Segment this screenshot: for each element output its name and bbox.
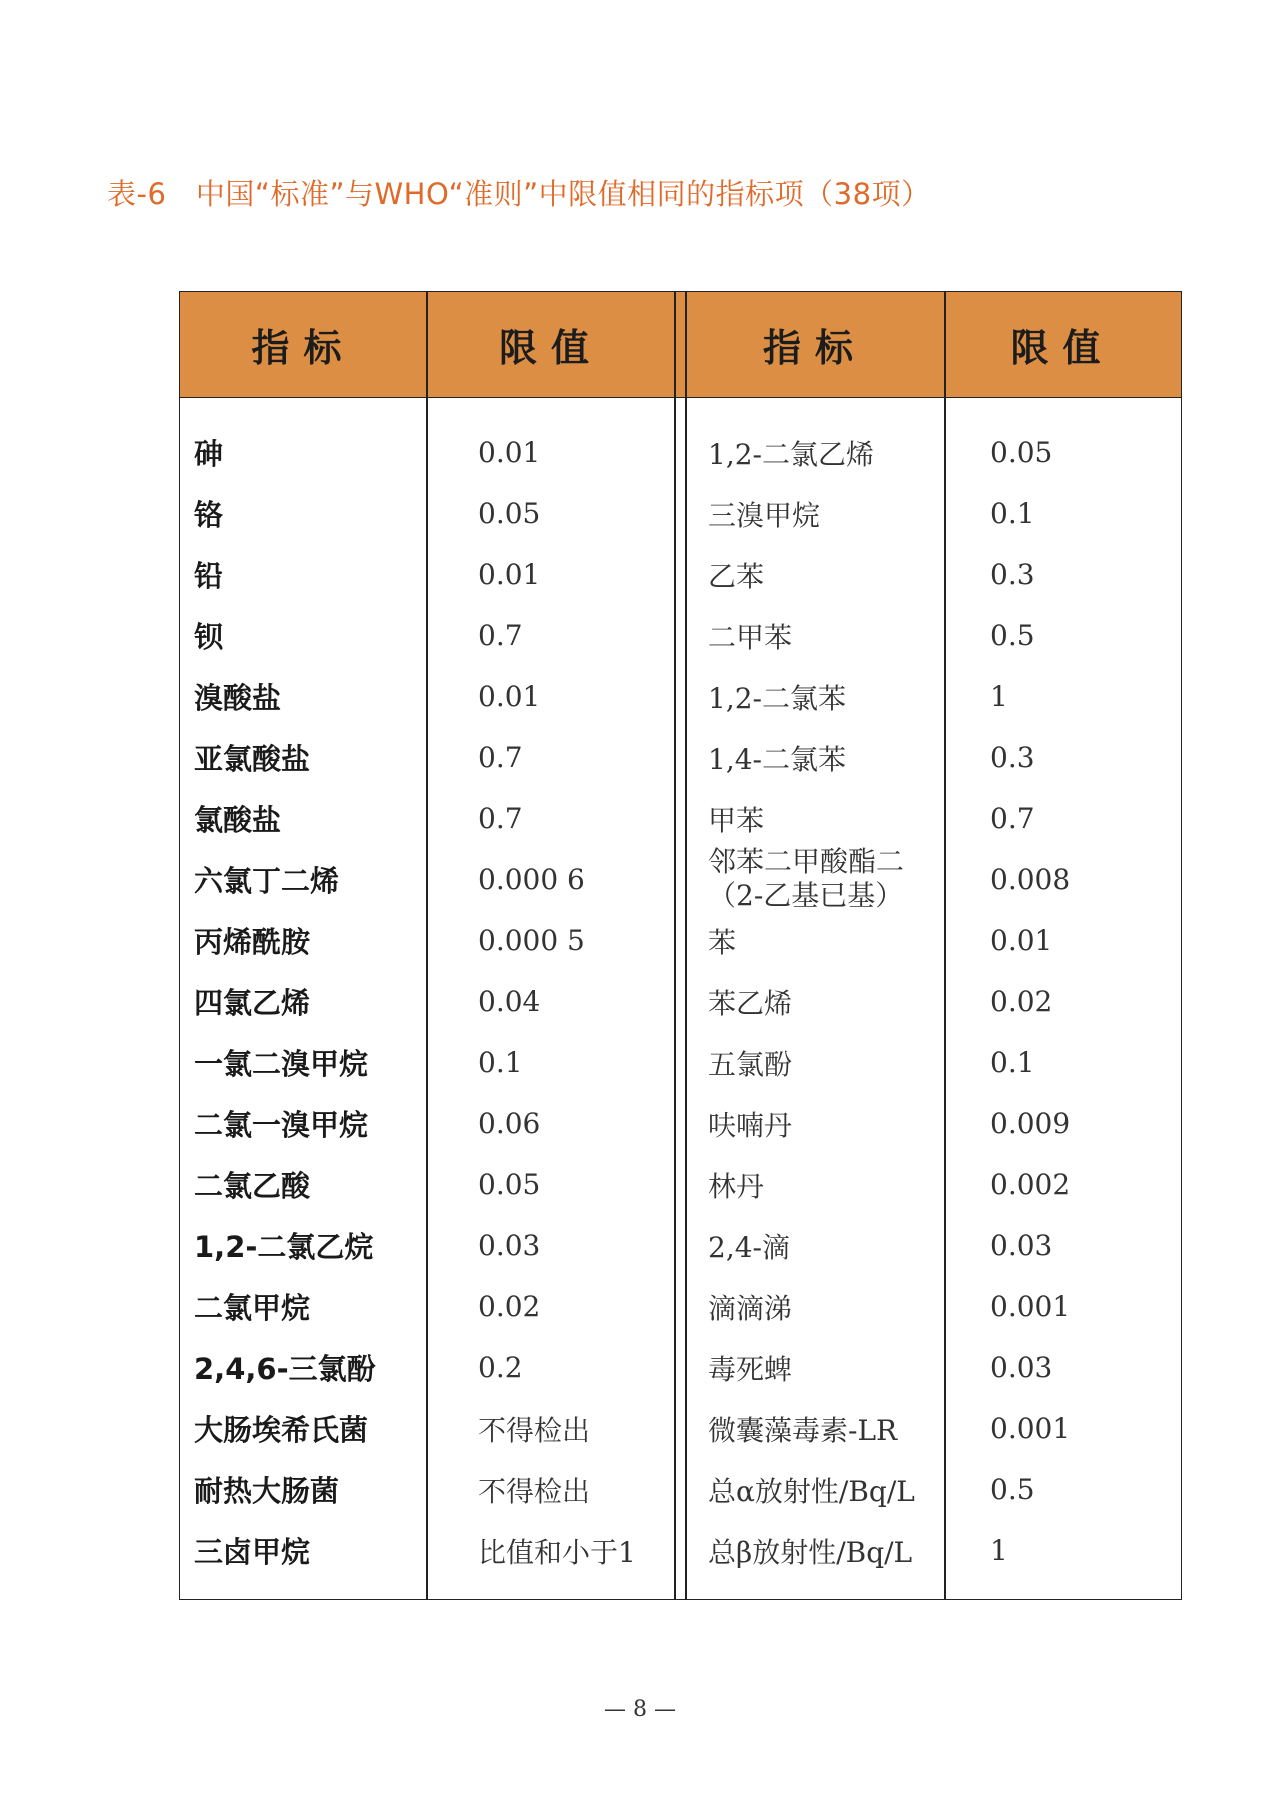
limit-value-left: 0.02 (478, 1290, 541, 1323)
indicator-name-right: 林丹 (708, 1169, 765, 1203)
indicator-name-right: 呋喃丹 (708, 1108, 793, 1142)
limit-value-right: 0.1 (990, 497, 1035, 530)
indicator-name-right: 甲苯 (708, 803, 765, 837)
limit-value-right: 0.01 (990, 924, 1053, 957)
indicator-name-left: 四氯乙烯 (194, 986, 311, 1020)
table-row (180, 483, 1180, 544)
table-title: 表-6 中国“标准”与WHO“准则”中限值相同的指标项（38项） (107, 177, 931, 211)
indicator-name-left: 耐热大肠菌 (194, 1474, 340, 1508)
table-row (180, 666, 1180, 727)
table-row (180, 727, 1180, 788)
indicator-name-right: 邻苯二甲酸酯二（2-乙基已基） (708, 845, 905, 912)
limit-value-left: 0.01 (478, 436, 541, 469)
table-row (180, 1398, 1180, 1459)
table-row (180, 1459, 1180, 1520)
indicator-name-right: 三溴甲烷 (708, 498, 821, 532)
limit-value-left: 不得检出 (478, 1474, 591, 1508)
limit-value-right: 0.001 (990, 1290, 1071, 1323)
indicator-name-left: 亚氯酸盐 (194, 742, 311, 776)
header-indicator-1: 指标 (251, 325, 356, 370)
table-row (180, 1215, 1180, 1276)
indicator-name-left: 铅 (194, 559, 224, 593)
indicator-name-right: 微囊藻毒素-LR (708, 1413, 898, 1447)
table-row (180, 1032, 1180, 1093)
table-row (180, 544, 1180, 605)
indicator-name-left: 一氯二溴甲烷 (194, 1047, 369, 1081)
table-row (180, 1093, 1180, 1154)
indicator-name-right: 滴滴涕 (708, 1291, 793, 1325)
table-row (180, 1276, 1180, 1337)
limit-value-right: 0.1 (990, 1046, 1035, 1079)
limit-value-left: 比值和小于1 (478, 1535, 636, 1569)
indicator-name-right: 总β放射性/Bq/L (708, 1535, 913, 1569)
indicator-name-right: 毒死蜱 (708, 1352, 793, 1386)
limit-value-left: 0.7 (478, 802, 523, 835)
limit-value-left: 0.7 (478, 619, 523, 652)
indicator-name-left: 六氯丁二烯 (194, 864, 340, 898)
indicator-name-left: 二氯一溴甲烷 (194, 1108, 369, 1142)
table-row (180, 845, 1180, 912)
limit-value-left: 0.2 (478, 1351, 523, 1384)
header-limit-2: 限值 (1010, 325, 1115, 370)
indicator-name-right: 五氯酚 (708, 1047, 793, 1081)
limit-value-right: 0.5 (990, 1473, 1035, 1506)
limit-value-left: 0.000 6 (478, 863, 585, 896)
limit-value-left: 0.01 (478, 680, 541, 713)
indicator-name-left: 钡 (194, 620, 224, 654)
limit-value-right: 0.02 (990, 985, 1053, 1018)
limit-value-left: 0.000 5 (478, 924, 585, 957)
limit-value-right: 0.7 (990, 802, 1035, 835)
table-row (180, 422, 1180, 483)
indicator-name-left: 砷 (194, 437, 224, 471)
table-row (180, 1154, 1180, 1215)
table-row (180, 788, 1180, 849)
limit-value-right: 0.009 (990, 1107, 1071, 1140)
indicator-name-left: 二氯乙酸 (194, 1169, 311, 1203)
table-row (180, 910, 1180, 971)
indicator-name-right: 总α放射性/Bq/L (708, 1474, 915, 1508)
indicator-name-left: 1,2-二氯乙烷 (194, 1230, 374, 1264)
indicator-name-left: 丙烯酰胺 (194, 925, 311, 959)
indicator-name-right: 苯乙烯 (708, 986, 793, 1020)
table-row (180, 971, 1180, 1032)
limit-value-right: 0.3 (990, 741, 1035, 774)
limit-value-left: 0.04 (478, 985, 541, 1018)
limit-value-left: 0.03 (478, 1229, 541, 1262)
indicator-name-right: 乙苯 (708, 559, 765, 593)
indicator-table (179, 291, 1182, 1600)
limit-value-left: 0.05 (478, 497, 541, 530)
indicator-name-left: 溴酸盐 (194, 681, 282, 715)
limit-value-right: 0.001 (990, 1412, 1071, 1445)
table-header (180, 292, 1181, 398)
indicator-name-right: 苯 (708, 925, 737, 959)
indicator-name-left: 大肠埃希氏菌 (194, 1413, 369, 1447)
indicator-name-right: 2,4-滴 (708, 1230, 790, 1264)
limit-value-right: 0.002 (990, 1168, 1071, 1201)
page-number: — 8 — (604, 1697, 676, 1722)
header-indicator-2: 指标 (762, 325, 867, 370)
limit-value-left: 0.05 (478, 1168, 541, 1201)
limit-value-left: 不得检出 (478, 1413, 591, 1447)
indicator-name-left: 三卤甲烷 (194, 1535, 311, 1569)
table-row (180, 1337, 1180, 1398)
indicator-name-left: 2,4,6-三氯酚 (194, 1352, 376, 1386)
limit-value-right: 0.05 (990, 436, 1053, 469)
table-row (180, 1520, 1180, 1581)
limit-value-left: 0.7 (478, 741, 523, 774)
limit-value-right: 0.008 (990, 863, 1071, 896)
indicator-name-right: 1,2-二氯乙烯 (708, 437, 874, 471)
indicator-name-left: 二氯甲烷 (194, 1291, 311, 1325)
limit-value-left: 0.01 (478, 558, 541, 591)
limit-value-right: 0.03 (990, 1351, 1053, 1384)
limit-value-right: 0.3 (990, 558, 1035, 591)
limit-value-right: 0.5 (990, 619, 1035, 652)
indicator-name-right: 1,2-二氯苯 (708, 681, 846, 715)
table-row (180, 605, 1180, 666)
header-limit-1: 限值 (498, 325, 603, 370)
indicator-name-left: 铬 (194, 498, 224, 532)
limit-value-right: 0.03 (990, 1229, 1053, 1262)
indicator-name-left: 氯酸盐 (194, 803, 282, 837)
limit-value-left: 0.1 (478, 1046, 523, 1079)
limit-value-right: 1 (990, 1534, 1008, 1567)
indicator-name-right: 1,4-二氯苯 (708, 742, 846, 776)
indicator-name-right: 二甲苯 (708, 620, 793, 654)
limit-value-left: 0.06 (478, 1107, 541, 1140)
limit-value-right: 1 (990, 680, 1008, 713)
